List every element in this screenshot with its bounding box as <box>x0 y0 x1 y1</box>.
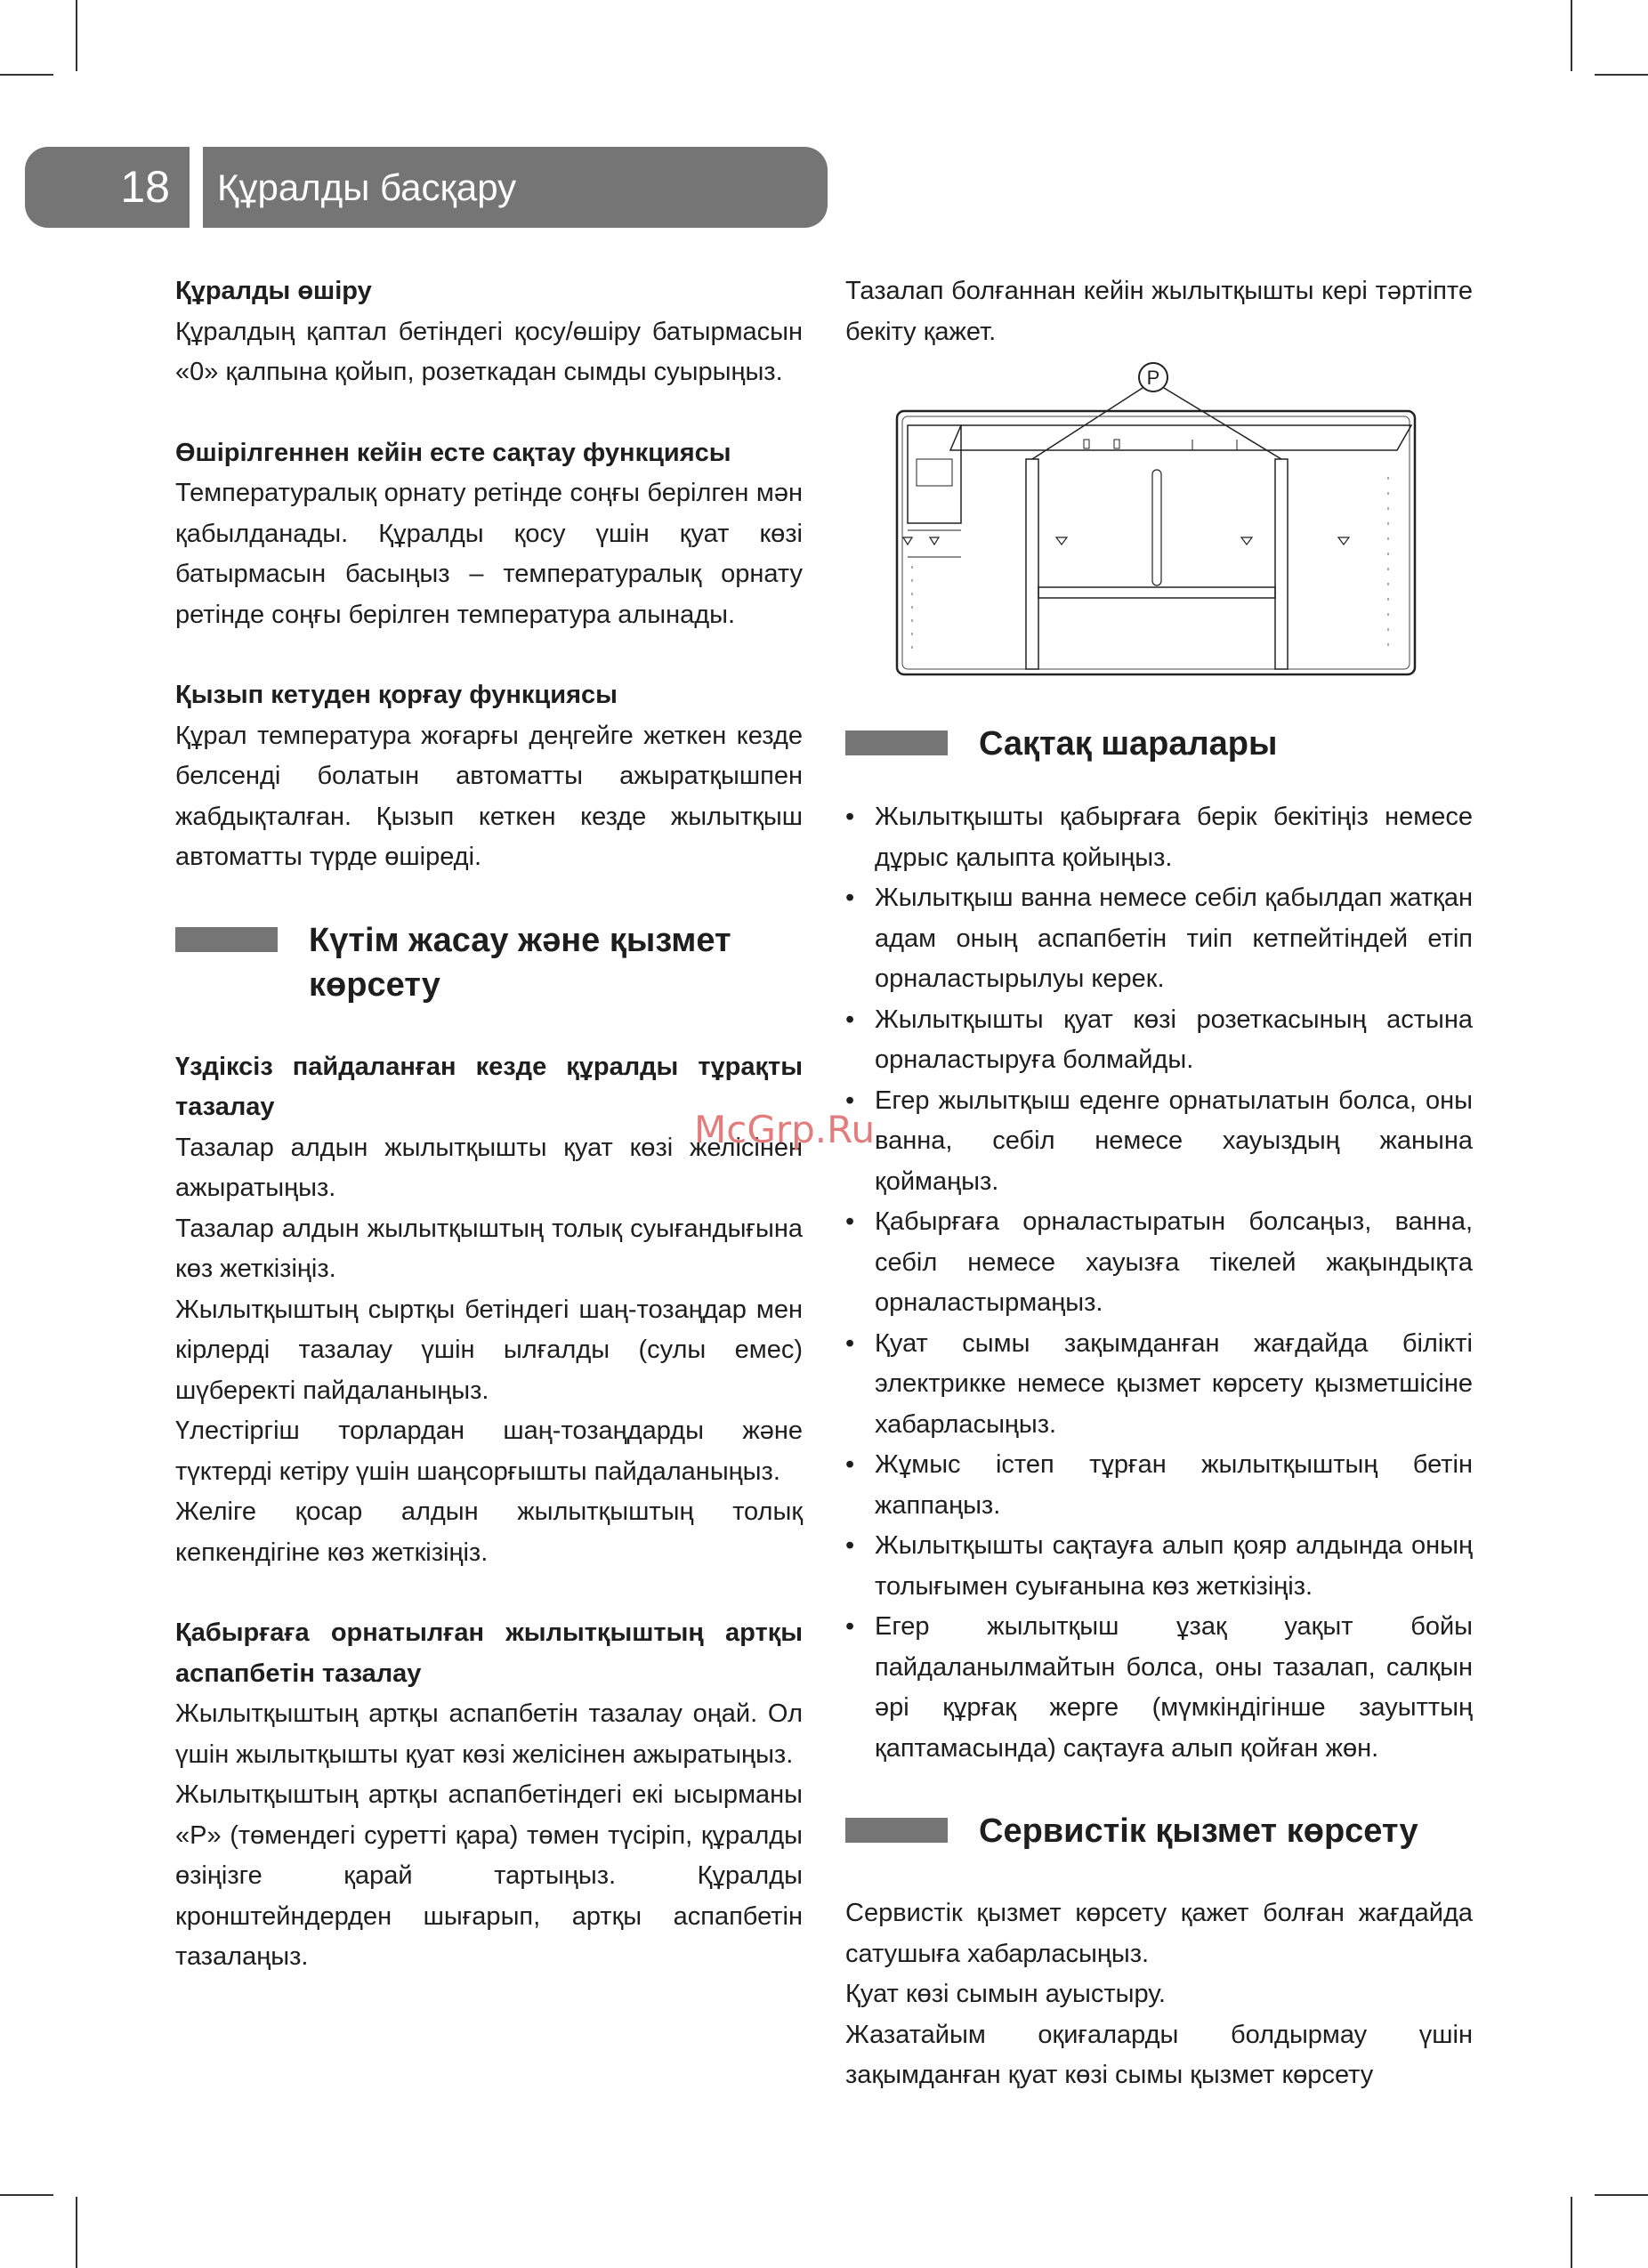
page-number: 18 <box>25 147 190 228</box>
safety-item: • Қабырғаға орналастыратын болсаңыз, ванна, себіл немесе хауызға тікелей жақындықта орналастырмаңыз. <box>845 1202 1473 1324</box>
clean-paragraph: Үлестіргіш торлардан шаң-тозаңдарды және түктерді кетіру үшін шаңсорғышты пайдаланыңыз. <box>175 1416 803 1486</box>
label-mark <box>1114 440 1119 448</box>
wall-heading: Қабырғаға орнатылған жылытқыштың артқы аспапбетін тазалау <box>175 1618 803 1688</box>
control-switch <box>917 459 952 486</box>
safety-item: • Егер жылытқыш ұзақ уақыт бойы пайдаланылмайтын болса, оны тазалап, салқын әрі құрғақ жерге (мүмкіндігінше зауыттың қаптамасында) сақтауға алып қойған жөн. <box>845 1607 1473 1769</box>
crossbar <box>1038 587 1275 598</box>
control-box <box>908 425 961 523</box>
memory-text: Температуралық орнату ретінде соңғы берілген мән қабылданады. Құралды қосу үшін қуат көзі батырмасын басыңыз – температуралық орнату ретінде соңғы берілген температура алынады. <box>175 479 803 629</box>
crop-mark <box>1571 0 1572 71</box>
crop-mark <box>1595 74 1648 76</box>
memory-heading: Өшірілгеннен кейін есте сақтау функциясы <box>175 438 731 467</box>
mount-mark <box>1056 537 1067 545</box>
bracket-left <box>1026 459 1038 669</box>
crop-mark <box>1595 2194 1648 2196</box>
service-paragraph: Сервистік қызмет көрсету қажет болған жағдайда сатушыға хабарласыңыз. <box>845 1899 1473 1968</box>
p-label: P <box>1146 367 1160 389</box>
center-strip <box>1152 470 1161 585</box>
safety-list <box>845 797 1473 1769</box>
safety-item: • Жылытқыш ванна немесе себіл қабылдап жатқан адам оның аспапбетін тиіп кетпейтіндей етіп орналастырылуы керек. <box>845 878 1473 1000</box>
heater-diagram-svg <box>845 361 1473 682</box>
right-column <box>845 271 1473 2096</box>
safety-item: • Жылытқышты қабырғаға берік бекітіңіз немесе дұрыс қалыпта қойыңыз. <box>845 797 1473 878</box>
care-title: Күтім жасау және қызмет көрсету <box>309 921 731 1004</box>
section-bar <box>845 1818 948 1843</box>
safety-item: • Егер жылытқыш еденге орнатылатын болса, оны ванна, себіл немесе хауыздың жанына қоймаңыз. <box>845 1081 1473 1203</box>
off-text: Құралдың қаптал бетіндегі қосу/өшіру батырмасын «0» қалпына қойып, розеткадан сымды суырыңыз. <box>175 317 803 386</box>
crop-mark <box>1571 2197 1572 2268</box>
mount-mark <box>1241 537 1252 545</box>
care-section-header <box>175 918 803 1007</box>
intro-text: Тазалап болғаннан кейін жылытқышты кері тәртіпте бекіту қажет. <box>845 277 1473 346</box>
safety-item: • Жылытқышты сақтауға алып қояр алдында оның толығымен суығанына көз жеткізіңіз. <box>845 1526 1473 1607</box>
service-paragraph: Жазатайым оқиғаларды болдырмау үшін зақымданған қуат көзі сымы қызмет көрсету <box>845 2020 1473 2089</box>
section-bar <box>175 927 278 952</box>
bracket-right <box>1275 459 1288 669</box>
crop-mark <box>0 74 53 76</box>
watermark: McGrp.Ru <box>694 1108 876 1151</box>
service-paragraph: Қуат көзі сымын ауыстыру. <box>845 1980 1166 2008</box>
wall-paragraph: Жылытқыштың артқы аспапбетіндегі екі ысырманы «P» (төмендегі суретті қара) төмен түсіріп, құралды өзіңізге қарай тартыңыз. Құралды кронштейндерден шығарып, артқы аспапбетін тазалаңыз. <box>175 1780 803 1971</box>
mount-mark <box>930 537 939 545</box>
safety-title: Сақтақ шаралары <box>979 725 1278 763</box>
mount-mark <box>903 537 912 545</box>
service-title: Сервистік қызмет көрсету <box>979 1812 1418 1850</box>
overheat-text: Құрал температура жоғарғы деңгейге жеткен кезде белсенді болатын автоматты ажыратқышпен жабдықталған. Қызып кеткен кезде жылытқыш автоматты түрде өшіреді. <box>175 721 803 871</box>
overheat-heading: Қызып кетуден қорғау функциясы <box>175 681 618 709</box>
heater-frame-inner <box>902 416 1410 669</box>
section-bar <box>845 730 948 755</box>
wall-paragraph: Жылытқыштың артқы аспапбетін тазалау оңай. Ол үшін жылытқышты қуат көзі желісінен ажыратыңыз. <box>175 1699 803 1769</box>
crop-mark <box>76 2197 77 2268</box>
safety-item: • Жылытқышты қуат көзі розеткасының астына орналастыруға болмайды. <box>845 1000 1473 1081</box>
crop-mark <box>0 2194 53 2196</box>
leader-line <box>1164 388 1281 459</box>
clean-paragraph: Жылытқыштың сыртқы бетіндегі шаң-тозаңдар мен кірлерді тазалау үшін ылғалды (сулы емес) шүберекті пайдаланыңыз. <box>175 1295 803 1405</box>
service-section-header <box>845 1809 1473 1853</box>
mount-mark <box>1338 537 1349 545</box>
clean-heading: Үздіксіз пайдаланған кезде құралды тұрақты тазалау <box>175 1052 803 1121</box>
clean-paragraph: Желіге қосар алдын жылытқыштың толық кепкендігіне көз жеткізіңіз. <box>175 1497 803 1567</box>
heater-back-panel-diagram <box>845 361 1473 682</box>
top-rail <box>950 425 1411 450</box>
off-heading: Құралды өшіру <box>175 277 372 305</box>
page-title: Құралды басқару <box>203 147 828 228</box>
clean-paragraph: Тазалар алдын жылытқыштың толық суығандығына көз жеткізіңіз. <box>175 1214 803 1283</box>
safety-section-header <box>845 722 1473 766</box>
crop-mark <box>76 0 77 71</box>
label-mark <box>1084 440 1089 448</box>
safety-item: • Жұмыс істеп тұрған жылытқыштың бетін жаппаңыз. <box>845 1445 1473 1526</box>
clean-paragraph: Тазалар алдын жылытқышты қуат көзі желісінен ажыратыңыз. <box>175 1133 803 1202</box>
safety-item: • Қуат сымы зақымданған жағдайда білікті электрикке немесе қызмет көрсету қызметшісіне хабарласыңыз. <box>845 1324 1473 1446</box>
